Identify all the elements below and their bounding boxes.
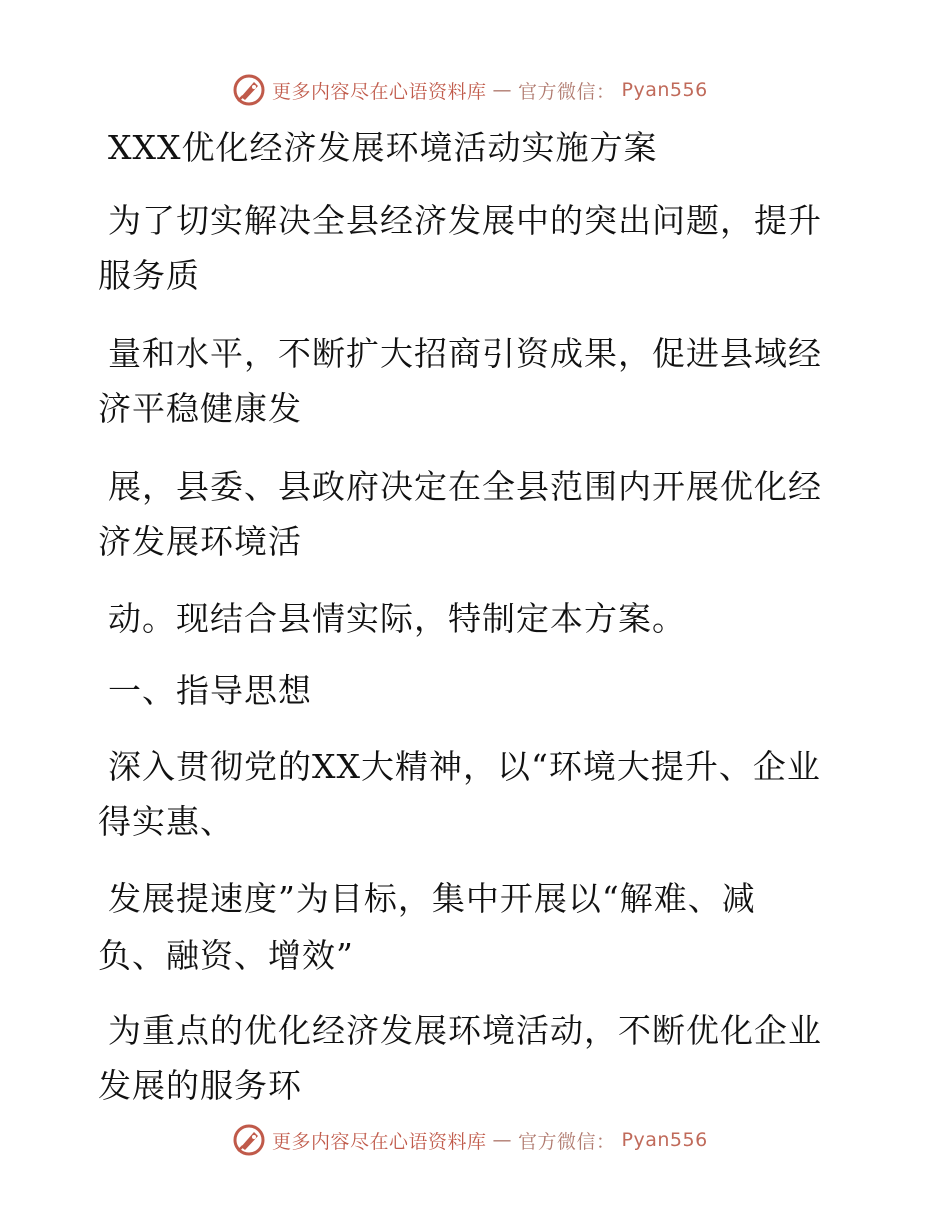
text-line: 负、融资、增效”	[98, 936, 354, 975]
text-line: 动。现结合县情实际，特制定本方案。	[108, 599, 686, 638]
text-line: 发展提速度”为目标，集中开展以“解难、减	[108, 879, 756, 918]
text-line: 深入贯彻党的XX大精神，以“环境大提升、企业	[108, 747, 821, 786]
text-line: 发展的服务环	[98, 1066, 302, 1105]
watermark-main-text: 更多内容尽在心语资料库	[272, 1130, 487, 1153]
pen-nib-circle-icon	[232, 73, 266, 107]
watermark-separator: —	[492, 1129, 513, 1151]
watermark-banner-top	[232, 72, 708, 108]
text-line: 为了切实解决全县经济发展中的突出问题，提升	[108, 201, 822, 240]
text-line: 济平稳健康发	[98, 389, 302, 428]
text-line: 为重点的优化经济发展环境活动，不断优化企业	[108, 1011, 822, 1050]
document-title: XXX优化经济发展环境活动实施方案	[108, 128, 658, 167]
watermark-main-text: 更多内容尽在心语资料库	[272, 80, 487, 103]
watermark-separator: —	[492, 79, 513, 101]
text-line: 济发展环境活	[98, 522, 302, 561]
text-line: 得实惠、	[98, 802, 234, 841]
text-line: 量和水平，不断扩大招商引资成果，促进县域经	[108, 334, 822, 373]
section-heading: 一、指导思想	[108, 671, 312, 710]
watermark-label: 官方微信：	[518, 80, 616, 103]
watermark-wechat-id: Pyan556	[621, 1129, 708, 1151]
text-line: 展，县委、县政府决定在全县范围内开展优化经	[108, 467, 822, 506]
pen-nib-circle-icon	[232, 1123, 266, 1157]
text-line: 服务质	[98, 256, 200, 295]
watermark-banner-bottom	[232, 1122, 708, 1158]
watermark-label: 官方微信：	[518, 1130, 616, 1153]
watermark-wechat-id: Pyan556	[621, 79, 708, 101]
